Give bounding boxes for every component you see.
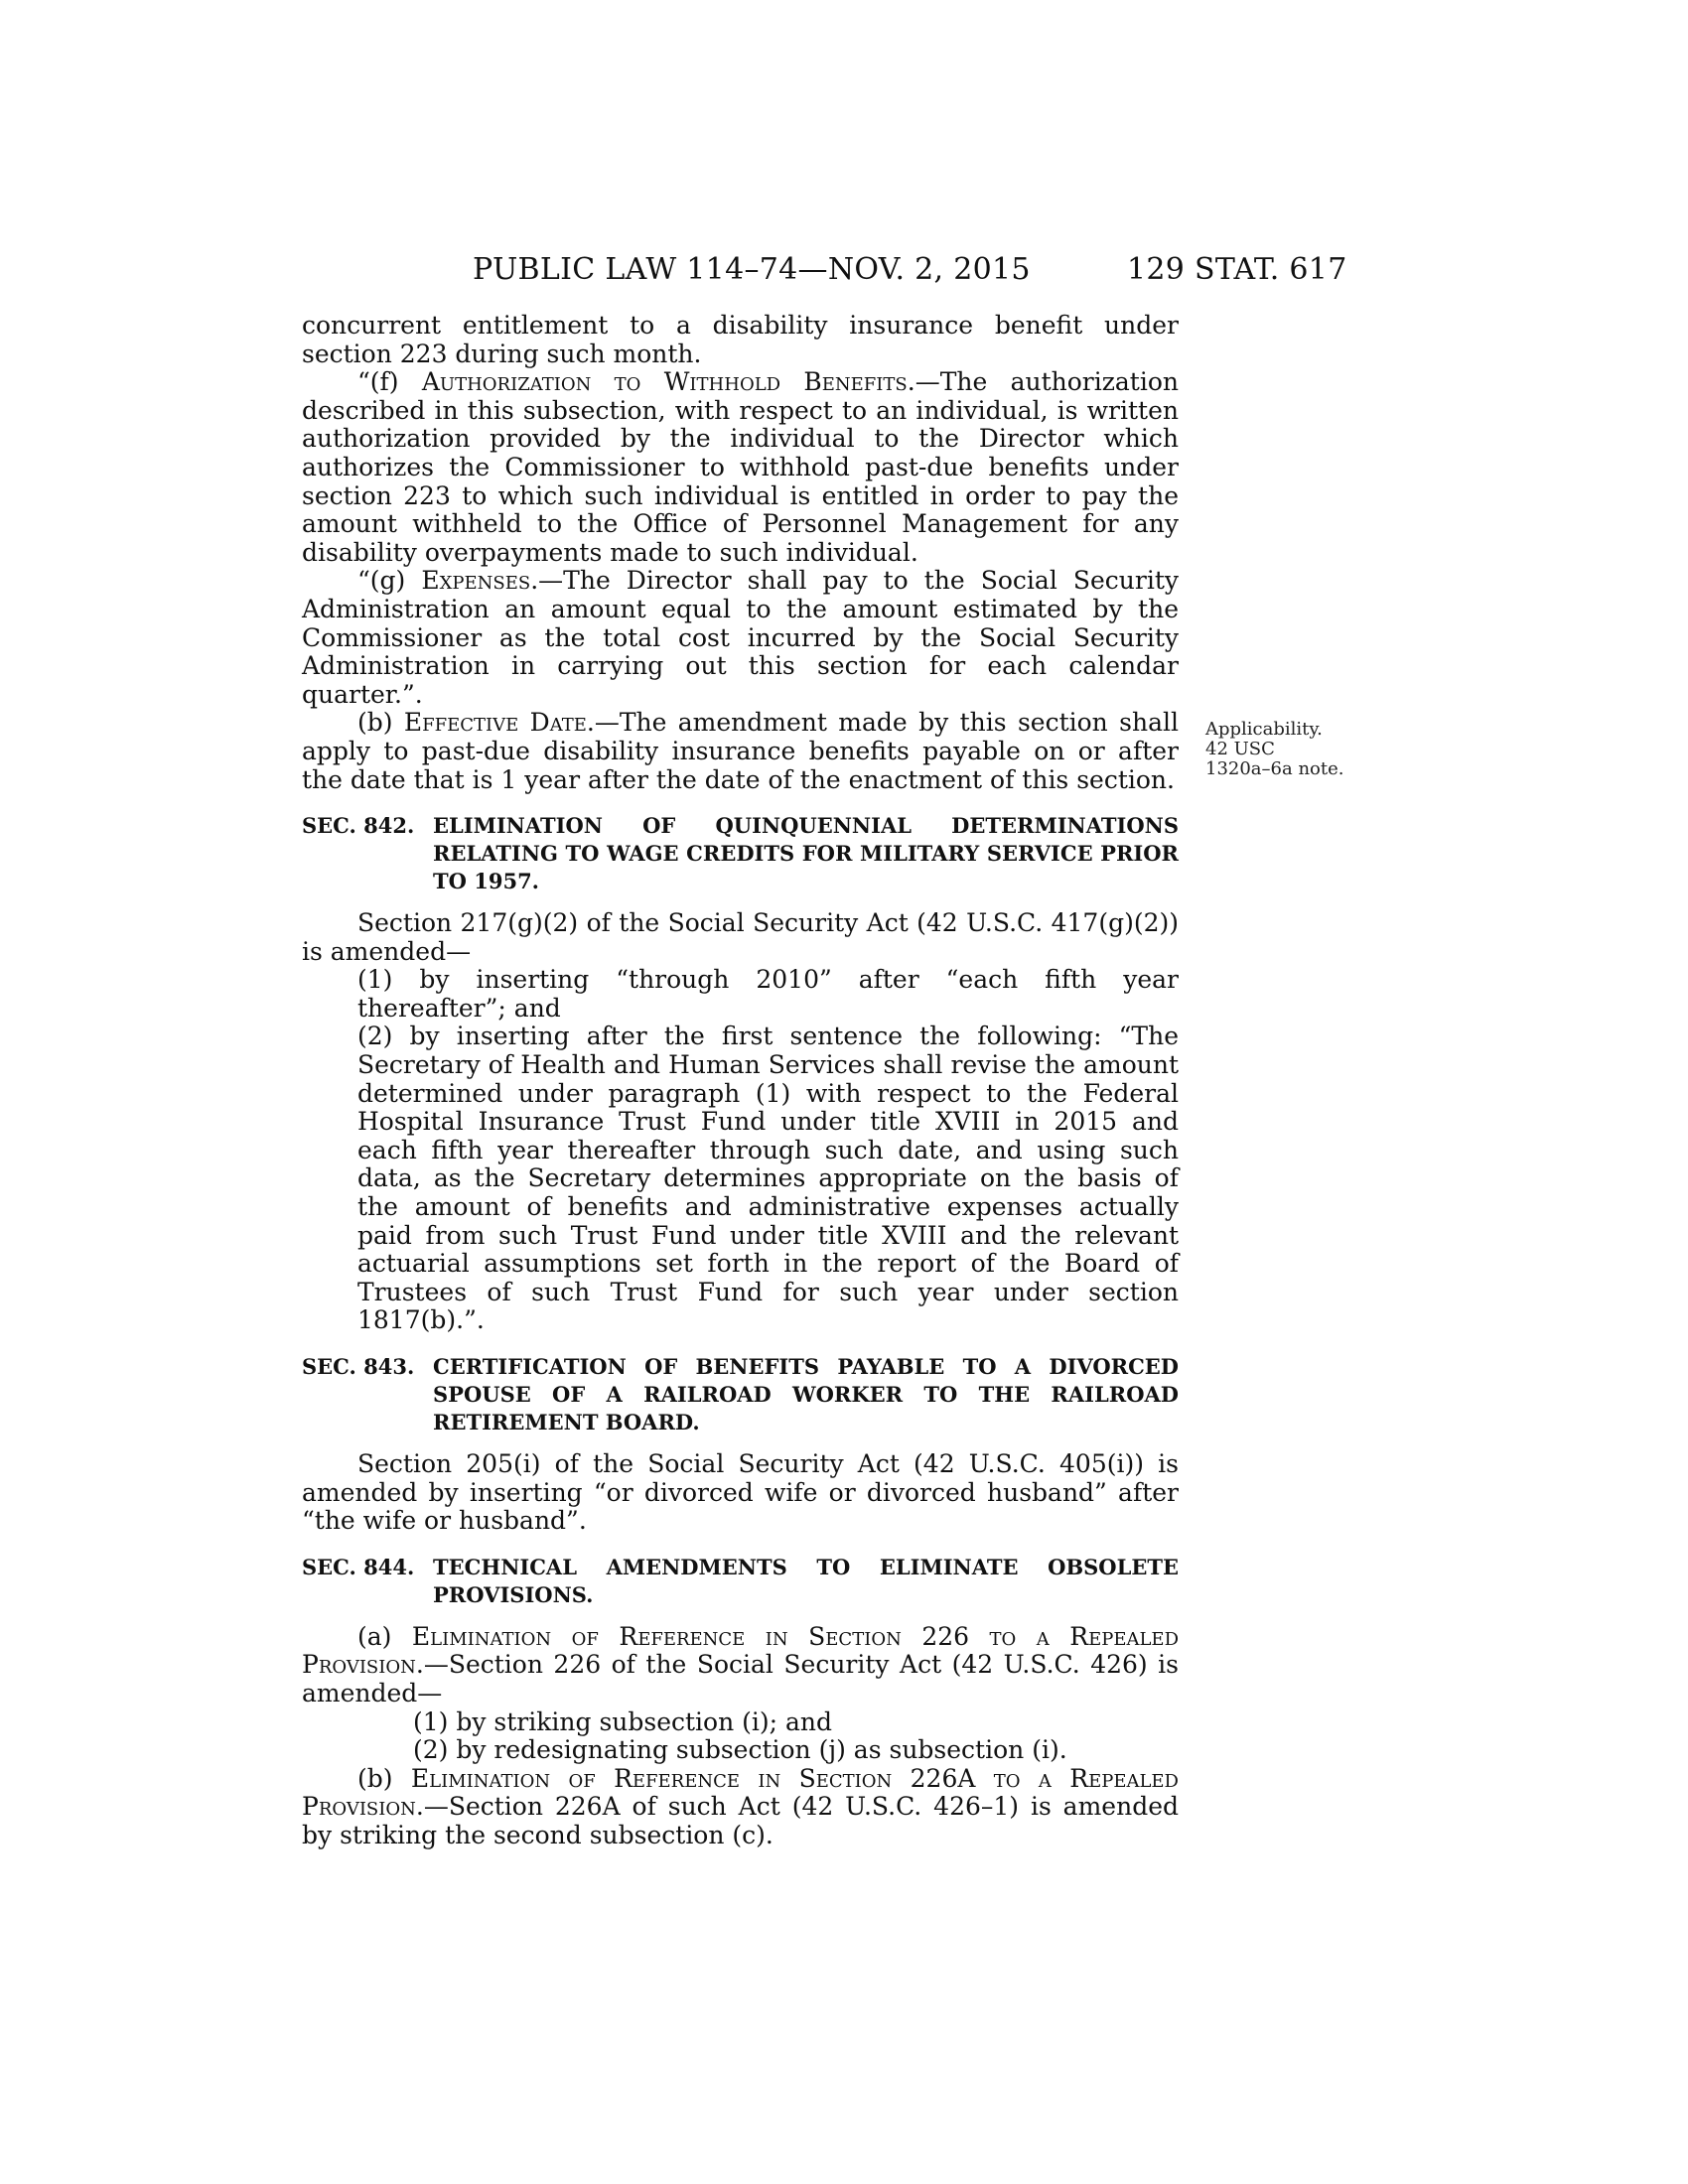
paragraph-subsection-f: “(f) Authorization to Withhold Benefits.—The authorization described in this subsection, with respect to an individual, is written authorization provided by the individual to the Director which authorizes the Commissioner to withhold past-due benefits under section 223 to which such individual is entitled in order to pay the amount withheld to the Office of Personnel Management for any disability overpayments made to such individual.: [302, 367, 1180, 567]
subsection-heading: Effective Date: [403, 708, 587, 738]
section-844-item-2: (2) by redesignating subsection (j) as subsection (i).: [413, 1735, 1067, 1765]
section-heading-843: [302, 1353, 1179, 1436]
section-842-intro: Section 217(g)(2) of the Social Security Act (42 U.S.C. 417(g)(2)) is amended—: [302, 908, 1179, 966]
margin-note-line: Applicability.: [1205, 719, 1323, 740]
section-844-item-1: (1) by striking subsection (i); and: [413, 1706, 833, 1736]
margin-note-line: 42 USC: [1205, 739, 1275, 759]
page-header-stat: 129 STAT. 617: [1127, 252, 1347, 287]
section-label: SEC. 844.: [302, 1554, 415, 1579]
paragraph-continuation: concurrent entitlement to a disability insurance benefit under section 223 during such month.: [302, 311, 1179, 368]
section-842-item-1: (1) by inserting “through 2010” after “each fifth year thereafter”; and: [357, 965, 1179, 1023]
section-label: SEC. 843.: [302, 1354, 415, 1379]
subsection-heading: Elimination of Reference in Section 226A to a Repealed Provision: [302, 1763, 1179, 1822]
margin-note-line: 1320a–6a note.: [1205, 758, 1344, 779]
section-heading-844: [302, 1554, 1179, 1609]
section-title: TECHNICAL AMENDMENTS TO ELIMINATE OBSOLETE PROVISIONS.: [433, 1554, 1179, 1607]
section-843-text: Section 205(i) of the Social Security Act (42 U.S.C. 405(i)) is amended by inserting “or divorced wife or divorced husband” after “the wife or husband”.: [302, 1449, 1179, 1536]
section-title: ELIMINATION OF QUINQUENNIAL DETERMINATIONS RELATING TO WAGE CREDITS FOR MILITARY SERVICE PRIOR TO 1957.: [433, 813, 1179, 894]
body-text: [302, 312, 1179, 1850]
subsection-heading: Elimination of Reference in Section 226 to a Repealed Provision: [302, 1621, 1180, 1680]
section-heading-842: [302, 812, 1179, 895]
section-label: SEC. 842.: [302, 813, 415, 839]
subsection-heading: Authorization to Withhold Benefits: [421, 367, 908, 397]
page-header-title: PUBLIC LAW 114–74—NOV. 2, 2015: [473, 252, 1031, 287]
section-844-subsection-a: (a) Elimination of Reference in Section 226 to a Repealed Provision.—Section 226 of the Social Security Act (42 U.S.C. 426) is amended—: [302, 1621, 1180, 1707]
margin-note: [1205, 720, 1364, 779]
section-842-item-2: (2) by inserting after the first sentence the following: “The Secretary of Health and Human Services shall revise the amount determined under paragraph (1) with respect to the Federal Hospital Insurance Trust Fund under title XVIII in 2015 and each fifth year thereafter through such date, and using such data, as the Secretary determines appropriate on the basis of the amount of benefits and administrative expenses actually paid from such Trust Fund under title XVIII and the relevant actuarial assumptions set forth in the report of the Board of Trustees of such Trust Fund for such year under section 1817(b).”.: [357, 1022, 1179, 1335]
section-title: CERTIFICATION OF BENEFITS PAYABLE TO A DIVORCED SPOUSE OF A RAILROAD WORKER TO THE RAILROAD RETIREMENT BOARD.: [433, 1354, 1179, 1434]
subsection-heading: Expenses: [421, 566, 531, 596]
section-844-subsection-b: (b) Elimination of Reference in Section 226A to a Repealed Provision.—Section 226A of such Act (42 U.S.C. 426–1) is amended by striking the second subsection (c).: [302, 1763, 1179, 1849]
paragraph-effective-date: (b) Effective Date.—The amendment made by this section shall apply to past-due disability insurance benefits payable on or after the date that is 1 year after the date of the enactment of this section.: [302, 708, 1179, 794]
paragraph-subsection-g: “(g) Expenses.—The Director shall pay to the Social Security Administration an amount equal to the amount estimated by the Commissioner as the total cost incurred by the Social Security Administration in carrying out this section for each calendar quarter.”.: [302, 566, 1179, 709]
